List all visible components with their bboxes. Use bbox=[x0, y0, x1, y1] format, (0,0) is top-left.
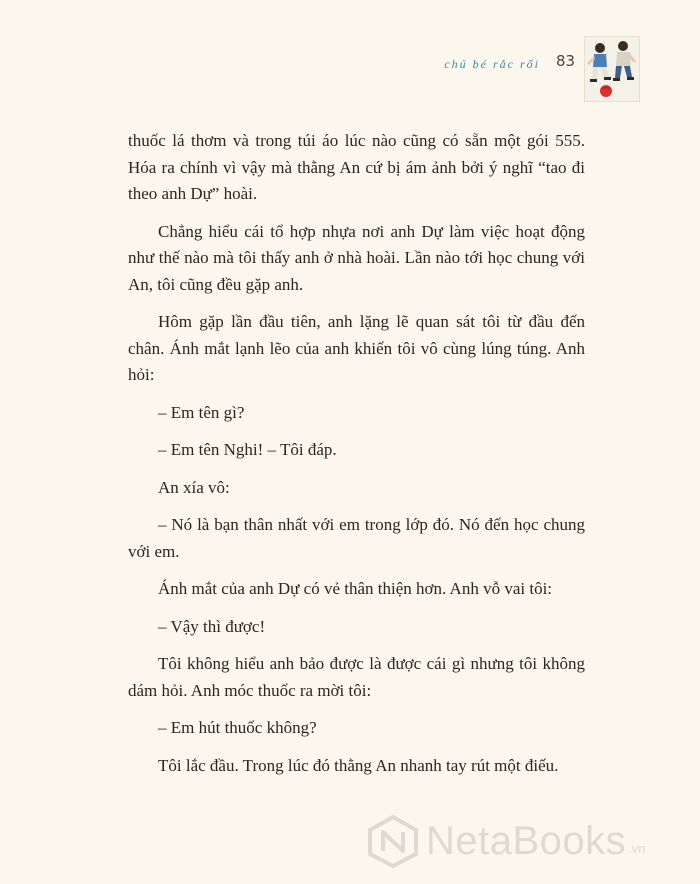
dialogue-line: – Nó là bạn thân nhất với em trong lớp đó. Nó đến học chung với em. bbox=[128, 515, 585, 561]
dialogue-line: – Vậy thì được! bbox=[158, 616, 266, 636]
netabooks-logo-icon bbox=[366, 814, 420, 868]
paragraph: Chẳng hiểu cái tổ hợp nhựa nơi anh Dự làm việc hoạt động như thế nào mà tôi thấy anh ở nhà hoài. Lần nào tới học chung với An, tôi cũng đều gặp anh. bbox=[128, 221, 585, 294]
paragraph: thuốc lá thơm và trong túi áo lúc nào cũng có sẵn một gói 555. Hóa ra chính vì vậy mà thằng An cứ bị ám ảnh bởi ý nghĩ “tao đi theo anh Dự” hoài. bbox=[128, 131, 585, 203]
paragraph: Hôm gặp lần đầu tiên, anh lặng lẽ quan sát tôi từ đầu đến chân. Ánh mắt lạnh lẽo của anh khiến tôi vô cùng lúng túng. Anh hỏi: bbox=[128, 312, 585, 384]
paragraph: Ánh mắt của anh Dự có vẻ thân thiện hơn. Anh vỗ vai tôi: bbox=[158, 579, 553, 598]
two-boys-playing-ball-illustration bbox=[584, 36, 640, 102]
paragraph: Tôi không hiểu anh bảo được là được cái gì nhưng tôi không dám hỏi. Anh móc thuốc ra mời tôi: bbox=[128, 654, 585, 700]
watermark-suffix: .vn bbox=[628, 841, 646, 856]
illustration-svg bbox=[585, 37, 639, 101]
body-text bbox=[128, 128, 585, 790]
paragraph: Tôi lắc đầu. Trong lúc đó thằng An nhanh tay rút một điếu. bbox=[158, 755, 559, 775]
dialogue-line: – Em tên Nghi! – Tôi đáp. bbox=[158, 440, 337, 459]
watermark-brand: NetaBooks bbox=[426, 818, 627, 863]
page-number: 83 bbox=[556, 52, 576, 70]
netabooks-watermark bbox=[366, 808, 696, 874]
paragraph: An xía vô: bbox=[158, 477, 230, 497]
running-title: chú bé rắc rối bbox=[444, 57, 540, 71]
page-header bbox=[0, 0, 700, 110]
dialogue-line: – Em tên gì? bbox=[158, 402, 245, 422]
dialogue-line: – Em hút thuốc không? bbox=[158, 718, 317, 737]
